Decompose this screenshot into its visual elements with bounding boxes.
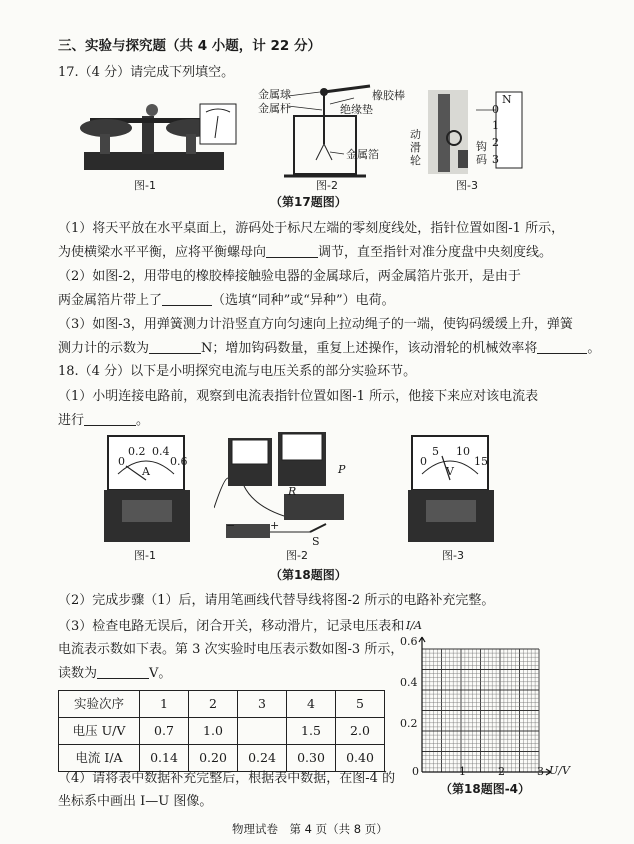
scale-tick-3: 3 bbox=[492, 153, 499, 166]
scale-unit: N bbox=[502, 93, 512, 106]
q17-p2-text-a: 两金属箔片带上了 bbox=[58, 293, 163, 308]
graph-y-tick-2: 0.4 bbox=[400, 676, 418, 689]
blank-17-1[interactable] bbox=[266, 245, 318, 258]
table-cell: 0.14 bbox=[140, 745, 189, 772]
q17-intro: 17.（4 分）请完成下列填空。 bbox=[58, 65, 235, 80]
q18-p2: （2）完成步骤（1）后，请用笔画线代替导线将图-2 所示的电路补充完整。 bbox=[58, 593, 495, 608]
circuit-label-plus: + bbox=[270, 519, 280, 532]
table-cell: 实验次序 bbox=[59, 691, 140, 718]
graph-y-label: I/A bbox=[406, 619, 422, 632]
voltmeter-tick-2: 10 bbox=[456, 445, 470, 458]
table-cell: 1 bbox=[140, 691, 189, 718]
blank-18-1[interactable] bbox=[84, 413, 136, 426]
q18-fig3-voltmeter bbox=[408, 434, 494, 544]
q18-intro: 18.（4 分）以下是小明探究电流与电压关系的部分实验环节。 bbox=[58, 364, 417, 379]
q17-p3-text-c: 。 bbox=[587, 341, 601, 356]
label-insulator: 绝缘垫 bbox=[340, 103, 373, 116]
table-cell: 0.20 bbox=[189, 745, 238, 772]
scale-tick-1: 1 bbox=[492, 119, 499, 132]
q17-p3-line1: （3）如图-3，用弹簧测力计沿竖直方向匀速向上拉动绳子的一端，使钩码缓缓上升，弹簧 bbox=[58, 317, 573, 332]
graph-origin: 0 bbox=[412, 765, 419, 778]
table-cell: 电压 U/V bbox=[59, 718, 140, 745]
q18-p3-line3 bbox=[58, 666, 171, 680]
q18-caption-fig1: 图-1 bbox=[134, 549, 156, 562]
data-table bbox=[58, 690, 385, 772]
q18-fig1-ammeter bbox=[104, 434, 190, 544]
graph-caption: （第18题图-4） bbox=[440, 782, 531, 796]
graph-x-tick-2: 2 bbox=[498, 765, 505, 778]
blank-17-3[interactable] bbox=[149, 341, 201, 354]
circuit-label-S: S bbox=[312, 535, 320, 548]
blank-18-2[interactable] bbox=[97, 666, 149, 679]
label-pulley: 动滑轮 bbox=[410, 128, 421, 168]
table-cell: 4 bbox=[287, 691, 336, 718]
q18-p1-line1: （1）小明连接电路前，观察到电流表指针位置如图-1 所示，他接下来应对该电流表 bbox=[58, 389, 539, 404]
voltmeter-symbol: V bbox=[446, 465, 454, 478]
q17-caption-fig2: 图-2 bbox=[316, 179, 338, 192]
label-metal-rod: 金属杆 bbox=[258, 102, 291, 115]
graph-x-label: U/V bbox=[549, 764, 570, 777]
q17-caption-fig3: 图-3 bbox=[456, 179, 478, 192]
q18-caption-fig2: 图-2 bbox=[286, 549, 308, 562]
voltmeter-tick-0: 0 bbox=[420, 455, 427, 468]
table-cell: 1.5 bbox=[287, 718, 336, 745]
q17-caption-fig1: 图-1 bbox=[134, 179, 156, 192]
q17-fig1-balance bbox=[72, 96, 242, 176]
table-cell: 2.0 bbox=[336, 718, 385, 745]
scale-tick-0: 0 bbox=[492, 103, 499, 116]
q18-p3-line2: 电流表示数如下表。第 3 次实验时电压表示数如图-3 所示， bbox=[58, 642, 404, 657]
section-title: 三、实验与探究题（共 4 小题，计 22 分） bbox=[58, 38, 321, 54]
label-weight: 钩码 bbox=[476, 140, 487, 167]
circuit-label-R: R bbox=[288, 485, 297, 498]
circuit-label-minus: − bbox=[226, 519, 236, 532]
page-footer: 物理试卷 第 4 页（共 8 页） bbox=[232, 822, 388, 836]
ammeter-tick-2: 0.4 bbox=[152, 445, 170, 458]
q18-group-caption: （第18题图） bbox=[270, 568, 347, 582]
table-cell: 电流 I/A bbox=[59, 745, 140, 772]
ammeter-symbol: A bbox=[142, 465, 150, 478]
table-cell: 0.40 bbox=[336, 745, 385, 772]
q17-p3-text-b: N；增加钩码数量，重复上述操作，该动滑轮的机械效率将 bbox=[201, 341, 538, 356]
table-cell: 0.24 bbox=[238, 745, 287, 772]
voltmeter-tick-1: 5 bbox=[432, 445, 439, 458]
q17-group-caption: （第17题图） bbox=[270, 195, 347, 209]
blank-17-2[interactable] bbox=[162, 293, 212, 306]
label-metal-ball: 金属球 bbox=[258, 88, 291, 101]
q17-p1-text-a: 为使横梁水平平衡，应将平衡螺母向 bbox=[58, 245, 267, 260]
table-cell: 0.30 bbox=[287, 745, 336, 772]
graph-y-tick-3: 0.6 bbox=[400, 635, 418, 648]
table-cell-blank[interactable] bbox=[238, 718, 287, 745]
table-cell: 0.7 bbox=[140, 718, 189, 745]
ammeter-tick-3: 0.6 bbox=[170, 455, 188, 468]
table-cell: 1.0 bbox=[189, 718, 238, 745]
table-cell: 5 bbox=[336, 691, 385, 718]
scale-tick-2: 2 bbox=[492, 136, 499, 149]
q17-p2-line1: （2）如图-2，用带电的橡胶棒接触验电器的金属球后，两金属箔片张开，是由于 bbox=[58, 269, 521, 284]
q18-p1-text-a: 进行 bbox=[58, 413, 85, 428]
q17-p2-text-b: （选填“同种”或“异种”）电荷。 bbox=[212, 293, 395, 308]
q17-p3-line2 bbox=[58, 341, 600, 355]
q17-p3-text-a: 测力计的示数为 bbox=[58, 341, 150, 356]
graph-x-tick-3: 3 bbox=[537, 765, 544, 778]
table-cell: 3 bbox=[238, 691, 287, 718]
graph-y-tick-1: 0.2 bbox=[400, 717, 418, 730]
q17-p1-line1: （1）将天平放在水平桌面上，游码处于标尺左端的零刻度线处，指针位置如图-1 所示， bbox=[58, 221, 565, 236]
table-row bbox=[59, 745, 385, 772]
q17-p1-text-b: 调节，直至指针对准分度盘中央刻度线。 bbox=[318, 245, 553, 260]
q18-p1-text-b: 。 bbox=[136, 413, 150, 428]
voltmeter-tick-3: 15 bbox=[474, 455, 488, 468]
ammeter-tick-1: 0.2 bbox=[128, 445, 146, 458]
q18-p3-text-b: V。 bbox=[149, 666, 172, 681]
q18-p4-line2: 坐标系中画出 I—U 图像。 bbox=[58, 794, 213, 809]
q18-caption-fig3: 图-3 bbox=[442, 549, 464, 562]
table-header-row bbox=[59, 691, 385, 718]
q18-p1-line2 bbox=[58, 413, 149, 427]
label-rubber-rod: 橡胶棒 bbox=[372, 89, 405, 102]
table-row bbox=[59, 718, 385, 745]
q18-p3-line1: （3）检查电路无误后，闭合开关，移动滑片，记录电压表和 bbox=[58, 619, 405, 634]
q18-p4-line1: （4）请将表中数据补充完整后，根据表中数据，在图-4 的 bbox=[58, 771, 396, 786]
label-metal-foil: 金属箔 bbox=[346, 148, 379, 161]
blank-17-4[interactable] bbox=[537, 341, 587, 354]
q17-p2-line2 bbox=[58, 293, 395, 307]
ammeter-tick-0: 0 bbox=[118, 455, 125, 468]
graph-x-tick-1: 1 bbox=[459, 765, 466, 778]
q18-p3-text-a: 读数为 bbox=[58, 666, 98, 681]
q17-p1-line2 bbox=[58, 245, 552, 259]
circuit-label-P: P bbox=[338, 463, 346, 476]
table-cell: 2 bbox=[189, 691, 238, 718]
